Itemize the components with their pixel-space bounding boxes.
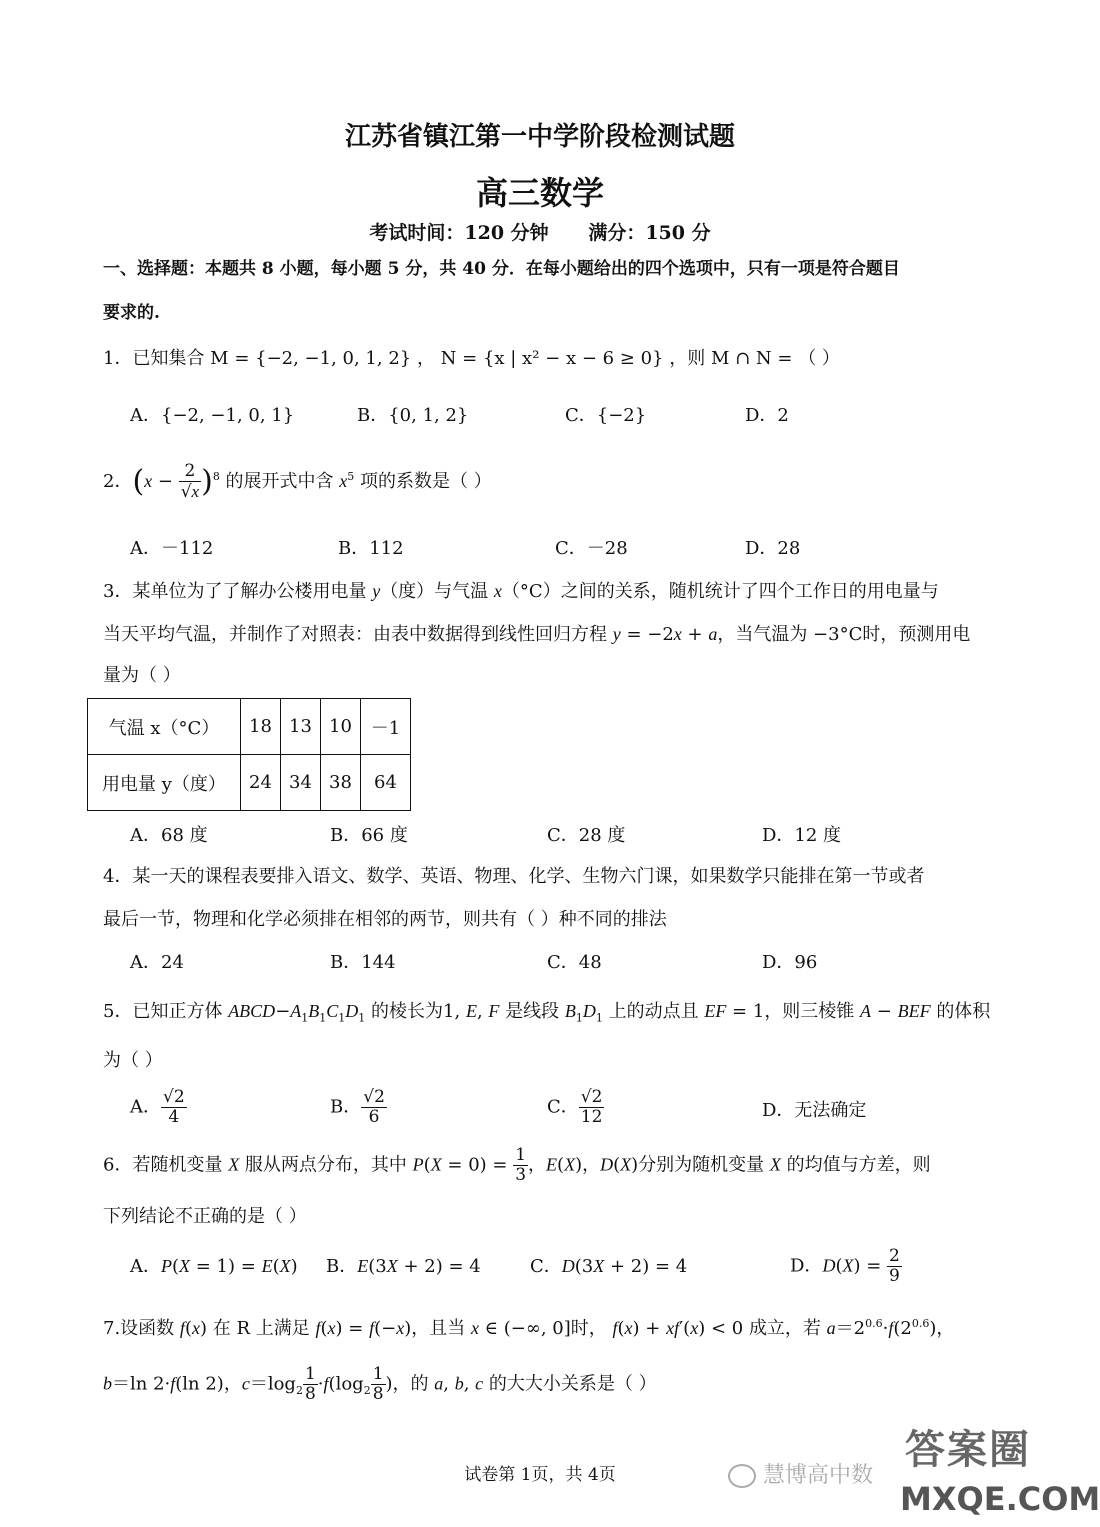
site-logo-top: 答案圈 xyxy=(905,1427,1031,1473)
q2-fraction: $\frac{2}{√x}$ xyxy=(180,461,200,502)
table-cell: 34 xyxy=(281,755,321,811)
q1-option-c: C．{−2} xyxy=(565,405,647,426)
section-heading-cont: 要求的. xyxy=(103,303,160,323)
wechat-icon xyxy=(728,1464,756,1488)
table-cell: 用电量 y（度） xyxy=(88,755,241,811)
table-cell: －1 xyxy=(361,699,411,755)
table-row xyxy=(88,699,411,755)
question-3-line2: 当天平均气温，并制作了对照表：由表中数据得到线性回归方程 y = −2x + a，当气温为 −3°C时，预测用电 xyxy=(103,624,971,645)
table-cell: 24 xyxy=(241,755,281,811)
q5-option-d: D．无法确定 xyxy=(762,1100,867,1121)
wechat-watermark: 慧博高中数 xyxy=(728,1458,873,1489)
site-logo-bottom: MXQE.COM xyxy=(900,1480,1100,1518)
table-cell: 气温 x（°C） xyxy=(88,699,241,755)
question-4-line2: 最后一节，物理和化学必须排在相邻的两节，则共有（ ）种不同的排法 xyxy=(103,909,667,930)
q3-option-c: C．28 度 xyxy=(547,825,626,846)
question-2: 2．(x − $\frac{2}{√x}$ )$^8$ 的展开式中含 $x^5$ 项的系数是（ ） xyxy=(103,461,492,502)
q5-option-a: A． $\frac{√2}{4}$ xyxy=(130,1087,185,1127)
question-7-line2: b＝ln 2·f(ln 2)，$c=\log_2$ $\frac{1}{8}$ $\cdot f(\log_2$ $\frac{1}{8}$ )，的 a, b, c 的大大小关系是（ ） xyxy=(103,1364,657,1404)
q5-option-c: C． $\frac{√2}{12}$ xyxy=(547,1087,603,1127)
q6-option-b: B．E(3X + 2) = 4 xyxy=(326,1256,481,1277)
q3-option-b: B．66 度 xyxy=(330,825,408,846)
subject-title: 高三数学 xyxy=(475,174,604,212)
table-cell: 18 xyxy=(241,699,281,755)
table-cell: 64 xyxy=(361,755,411,811)
q2-option-c: C．－28 xyxy=(555,538,628,559)
q4-option-b: B．144 xyxy=(330,952,396,973)
section-heading: 一、选择题：本题共 8 小题，每小题 5 分，共 40 分．在每小题给出的四个选项中，只有一项是符合题目 xyxy=(103,259,900,279)
q4-option-c: C．48 xyxy=(547,952,602,973)
q1-option-d: D．2 xyxy=(745,405,789,426)
question-5-line2: 为（ ） xyxy=(103,1050,163,1071)
question-7-line1: 7.设函数 f(x) 在 R 上满足 f(x) = f(−x)，且当 x ∈ (−∞, 0]时， f(x) + xf′(x) < 0 成立，若 $a=2^{0.6}\cdot f(2^{0.6})$， xyxy=(103,1317,955,1339)
q1-option-a: A．{−2, −1, 0, 1} xyxy=(130,405,295,426)
q6-option-c: C．D(3X + 2) = 4 xyxy=(530,1256,688,1277)
question-3-line3: 量为（ ） xyxy=(103,665,181,686)
table-cell: 10 xyxy=(321,699,361,755)
school-title: 江苏省镇江第一中学阶段检测试题 xyxy=(344,122,735,152)
q6-option-a: A．P(X = 1) = E(X) xyxy=(130,1256,298,1277)
q3-table xyxy=(87,698,411,811)
q5-option-b: B． $\frac{√2}{6}$ xyxy=(330,1087,385,1127)
exam-info: 考试时间：120 分钟 满分：150 分 xyxy=(369,222,711,244)
q3-option-a: A．68 度 xyxy=(130,825,208,846)
question-4-line1: 4．某一天的课程表要排入语文、数学、英语、物理、化学、生物六门课，如果数学只能排在第一节或者 xyxy=(103,866,925,887)
question-5-line1: 5．已知正方体 $ABCD-A_1B_1C_1D_1$ 的棱长为1, E, F 是线段 $B_1D_1$ 上的动点且 EF = 1，则三棱锥 A − BEF 的体积 xyxy=(103,1001,991,1025)
question-3-line1: 3．某单位为了了解办公楼用电量 y（度）与气温 x（°C）之间的关系，随机统计了四个工作日的用电量与 xyxy=(103,581,939,602)
table-row xyxy=(88,755,411,811)
table-cell: 13 xyxy=(281,699,321,755)
q1-option-b: B．{0, 1, 2} xyxy=(357,405,469,426)
q6-option-d: D．D(X) = $\frac{2}{9}$ xyxy=(790,1246,900,1286)
question-6-line2: 下列结论不正确的是（ ） xyxy=(103,1206,307,1227)
q2-option-d: D．28 xyxy=(745,538,801,559)
q2-option-a: A．－112 xyxy=(130,538,214,559)
q3-option-d: D．12 度 xyxy=(762,825,842,846)
q2-option-b: B．112 xyxy=(338,538,404,559)
table-cell: 38 xyxy=(321,755,361,811)
q2-binomial: ( xyxy=(132,464,145,499)
page-number: 试卷第 1页，共 4页 xyxy=(464,1465,616,1485)
question-1: 1．已知集合 M = {−2, −1, 0, 1, 2} ， N = {x | x² − x − 6 ≥ 0} ，则 M ∩ N = （ ） xyxy=(103,348,840,369)
q4-option-d: D．96 xyxy=(762,952,818,973)
q4-option-a: A．24 xyxy=(130,952,184,973)
question-6-line1: 6．若随机变量 X 服从两点分布，其中 P(X = 0) = $\frac{1}{3}$ ，E(X)，D(X)分别为随机变量 X 的均值与方差，则 xyxy=(103,1145,931,1185)
